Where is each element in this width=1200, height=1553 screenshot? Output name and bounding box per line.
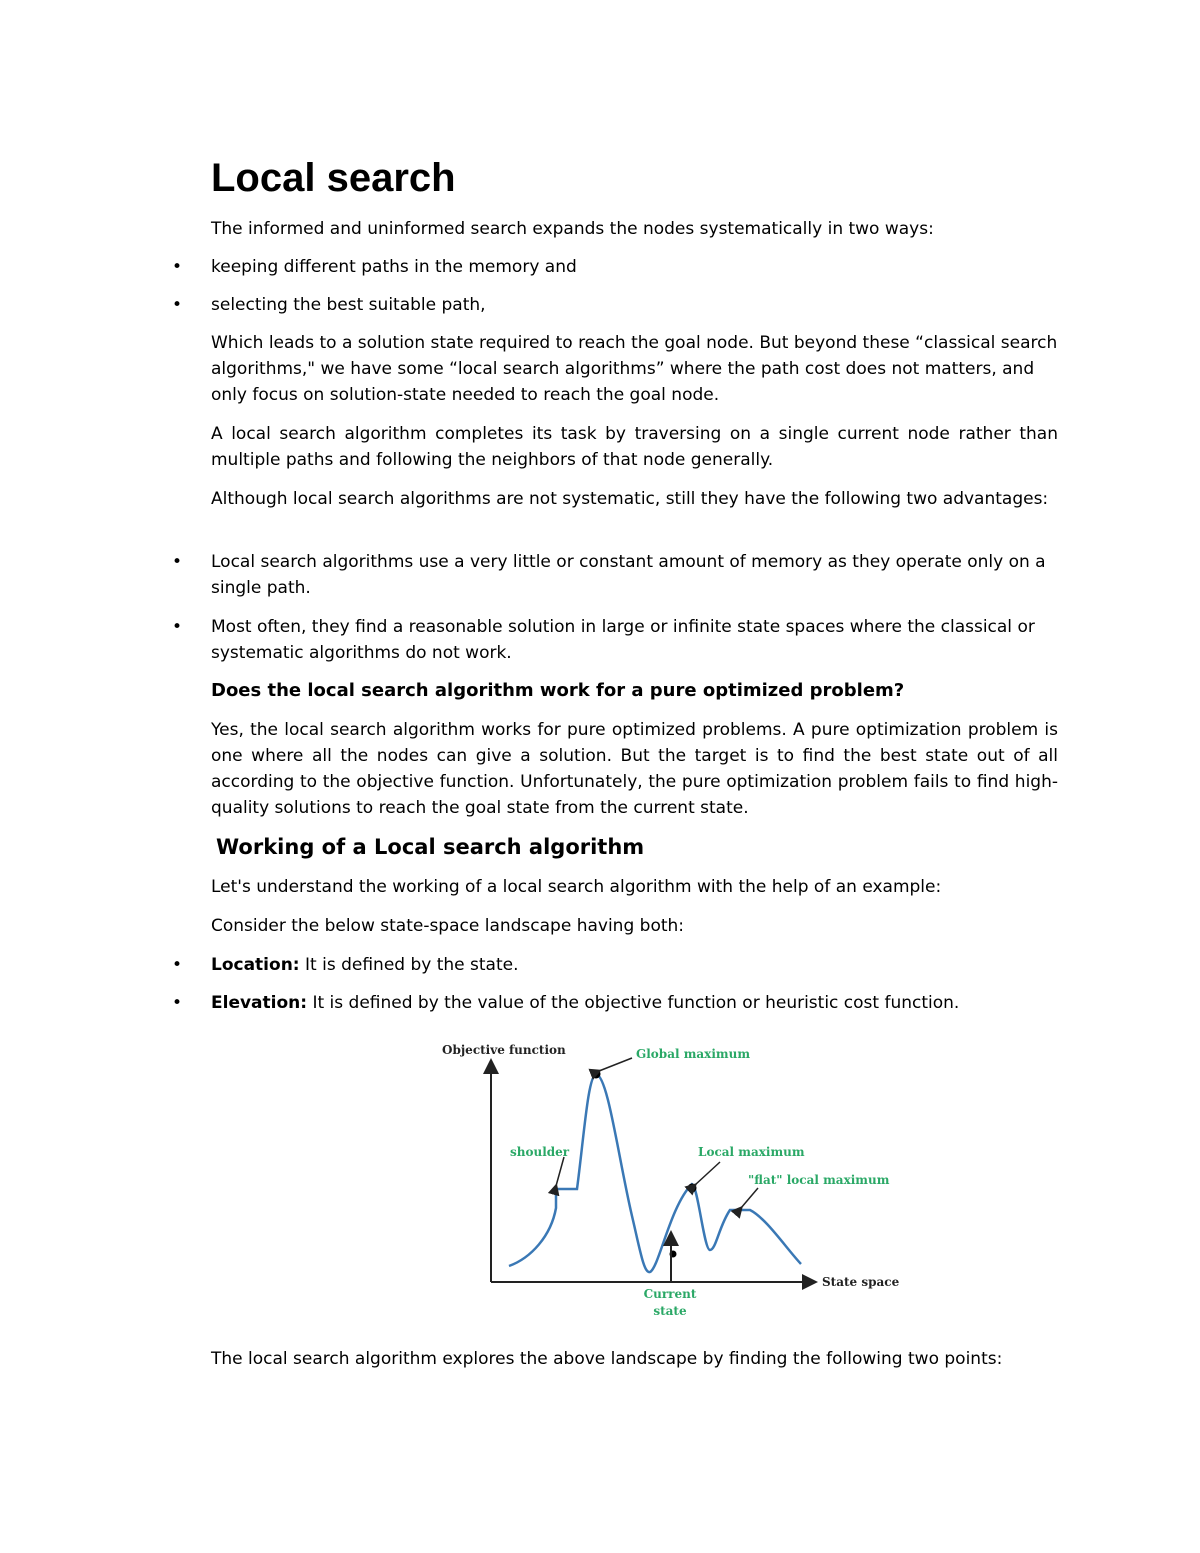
answer-paragraph: Yes, the local search algorithm works for pure optimized problems. A pure optimization problem is one where all the nodes can give a solution. But the target is to find the best state out of all according to the objective function. Unfortunately, the pure optimization problem fails to find high-quality solutions to reach the goal state from the current state. [211,720,1058,818]
list-item: Most often, they find a reasonable solution in large or infinite state spaces where the classical or systematic algorithms do not work. [211,617,1035,663]
definition-item [211,952,1058,978]
shoulder-label: shoulder [510,1145,570,1159]
bullet-dot [172,549,182,575]
x-axis-label: State space [822,1275,900,1289]
paragraph-definition: A local search algorithm completes its task by traversing on a single current node rather than multiple paths and following the neighbors of that node generally. [211,424,1058,470]
definition-term: Location: [211,955,300,975]
bullet-dot [172,254,182,280]
state-space-landscape-figure [436,1036,906,1326]
working-intro: Let's understand the working of a local search algorithm with the help of an example: [211,877,942,897]
bullet-dot [172,614,182,640]
landscape-diagram [436,1036,906,1326]
question-heading: Does the local search algorithm work for a pure optimized problem? [211,680,905,701]
section-heading: Working of a Local search algorithm [216,835,645,859]
definition-term: Elevation: [211,993,308,1013]
bullet-dot [172,990,182,1016]
local-maximum-label: Local maximum [698,1145,805,1159]
definition-text: It is defined by the state. [299,955,519,975]
list-item: keeping different paths in the memory and [211,257,577,277]
landscape-intro: Consider the below state-space landscape having both: [211,916,685,936]
bullet-dot [172,292,182,318]
current-state-label-line2: state [653,1304,687,1318]
flat-local-maximum-label: "flat" local maximum [748,1173,890,1187]
global-maximum-label: Global maximum [636,1047,751,1061]
closing-paragraph: The local search algorithm explores the above landscape by finding the following two points: [211,1349,1003,1369]
paragraph-advantages-intro: Although local search algorithms are not systematic, still they have the following two advantages: [211,489,1049,509]
intro-paragraph: The informed and uninformed search expands the nodes systematically in two ways: [211,219,934,239]
current-state-label-line1: Current [643,1287,697,1301]
list-item: selecting the best suitable path, [211,295,486,315]
list-item: Local search algorithms use a very little or constant amount of memory as they operate only on a single path. [211,552,1046,598]
global-maximum-arrow [599,1058,632,1071]
paragraph-classical: Which leads to a solution state required to reach the goal node. But beyond these “classical search algorithms," we have some “local search algorithms” where the path cost does not matters, and only focus on solution-state needed to reach the goal node. [211,333,1058,405]
page-title: Local search [211,156,456,200]
shoulder-arrow [556,1157,564,1186]
y-axis-label: Objective function [442,1043,566,1057]
flat-local-maximum-arrow [741,1188,758,1208]
definition-item [211,990,1058,1016]
local-maximum-arrow [695,1162,720,1185]
bullet-dot [172,952,182,978]
definition-text: It is defined by the value of the objective function or heuristic cost function. [307,993,960,1013]
